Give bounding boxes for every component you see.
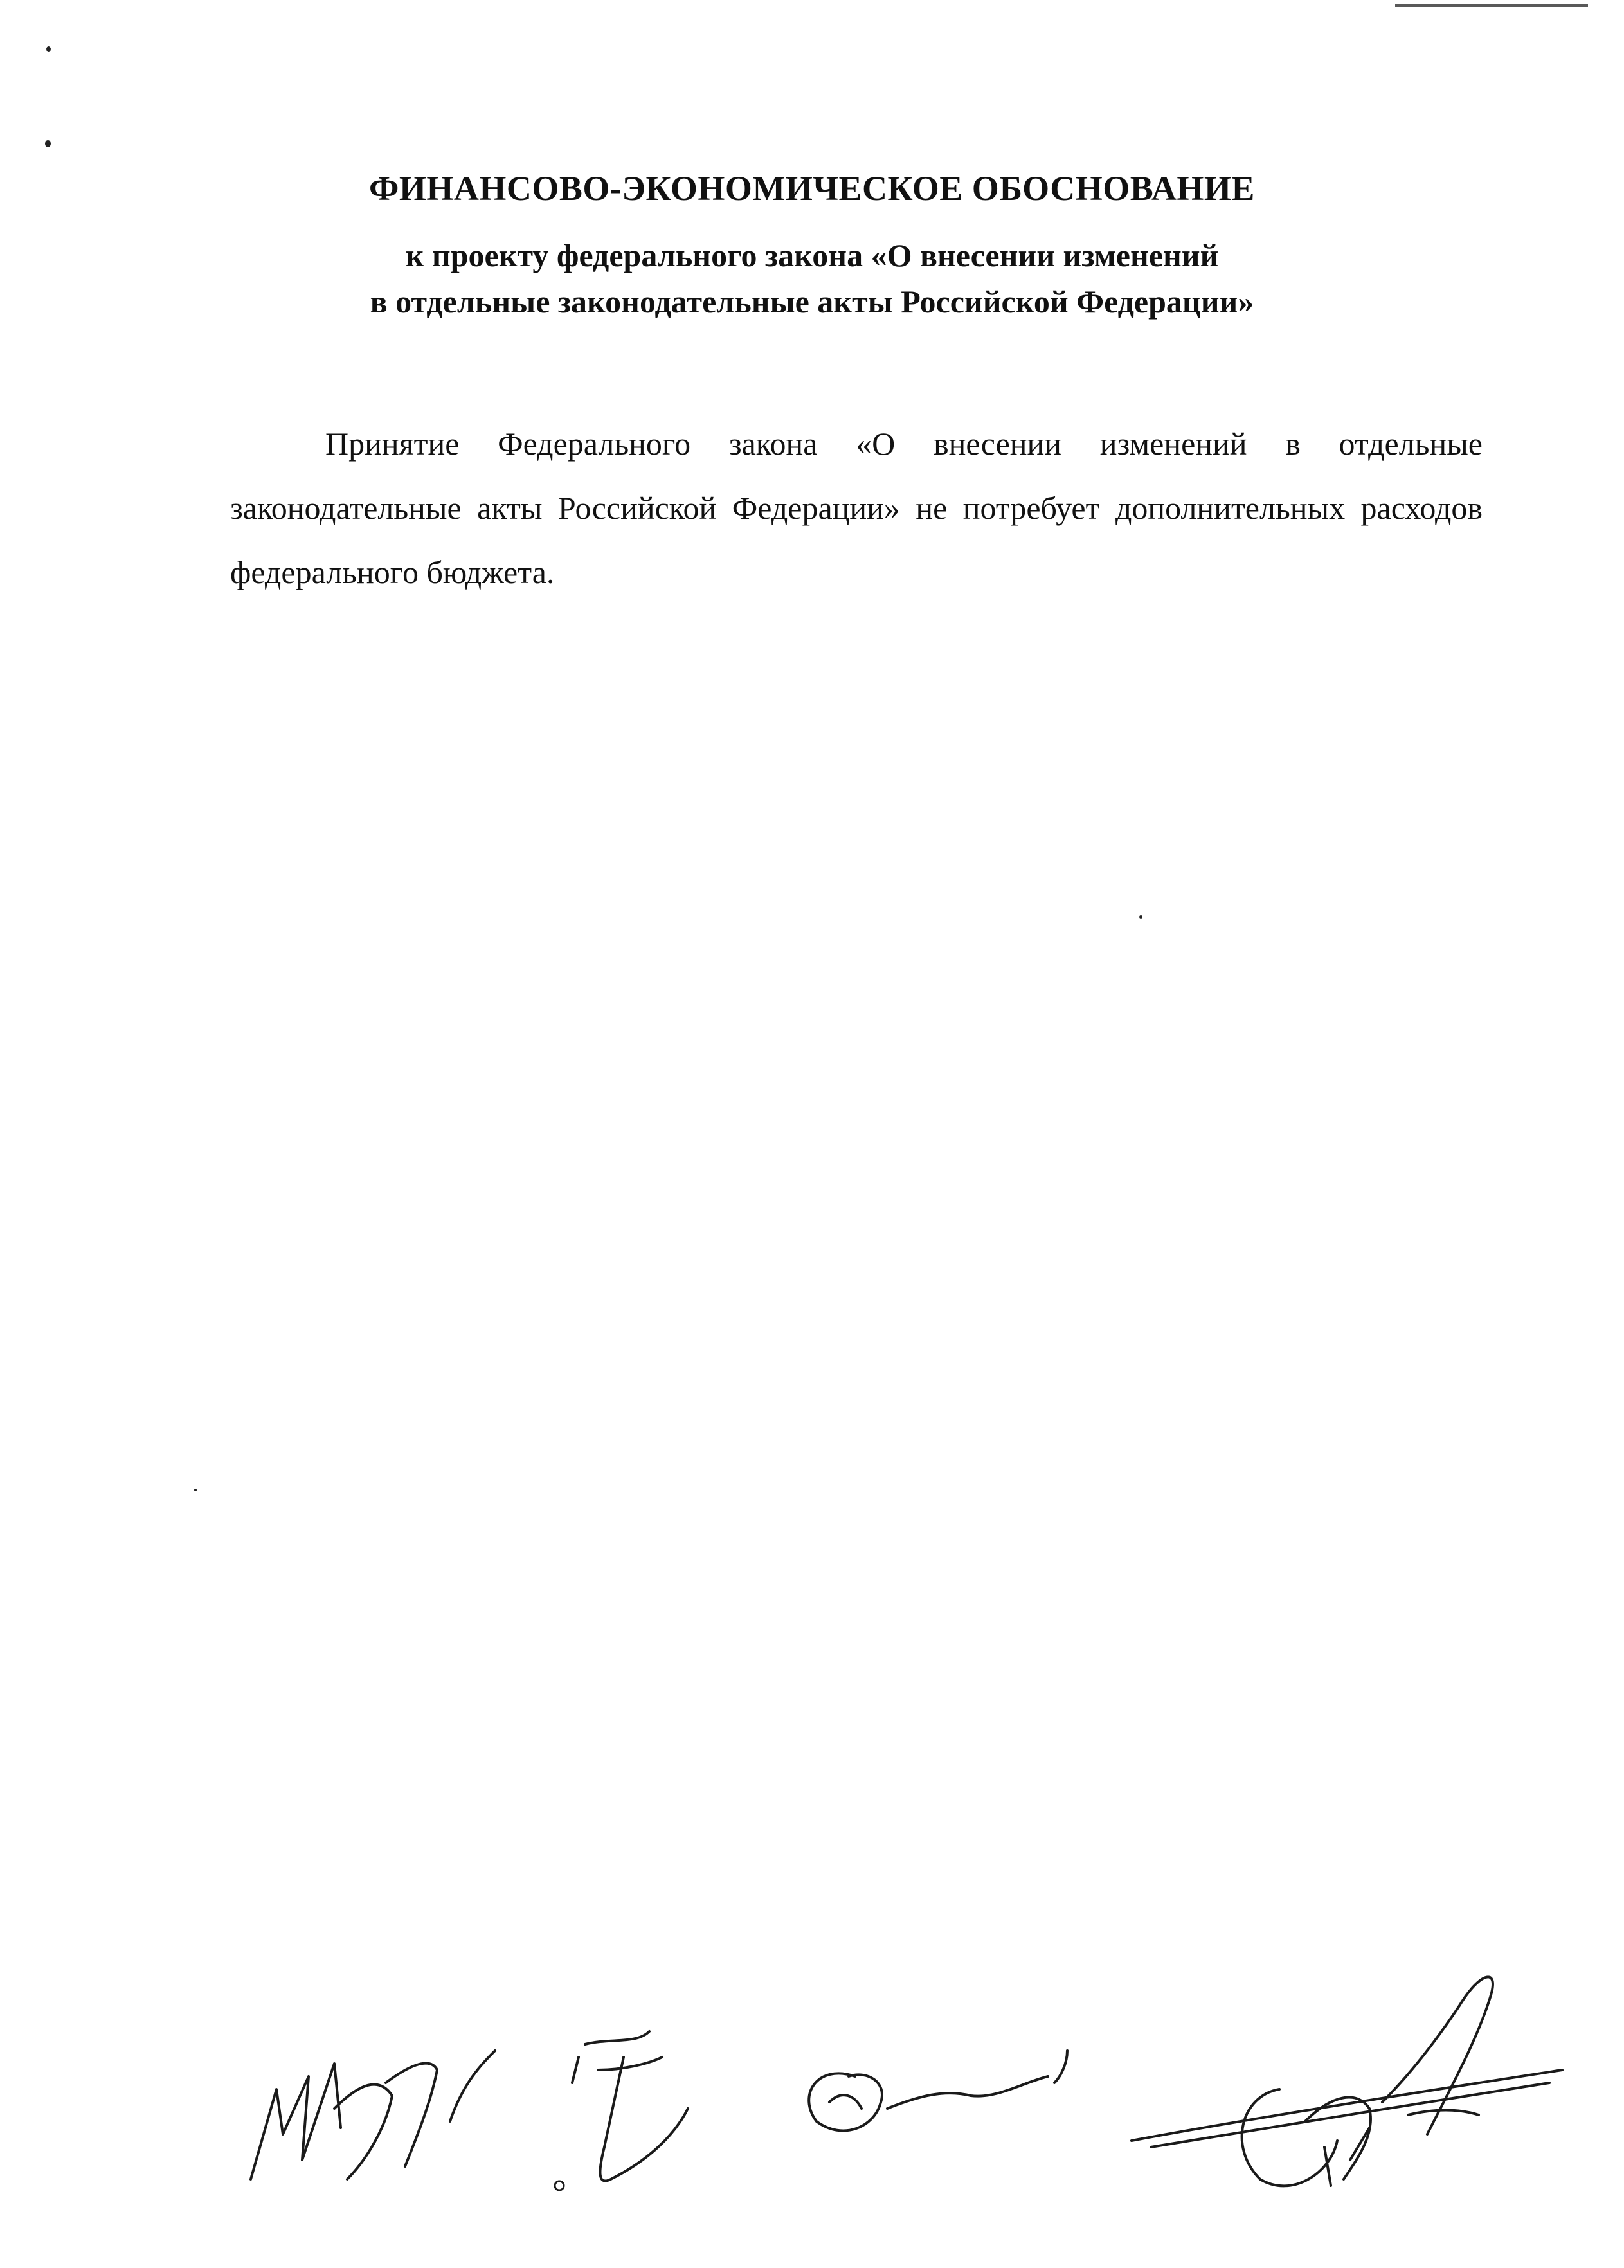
scan-artifact-line	[1395, 4, 1588, 7]
signature-5	[1242, 1977, 1493, 2186]
scan-speck	[194, 1489, 197, 1491]
signature-3	[809, 2051, 1067, 2130]
document-body-paragraph: Принятие Федерального закона «О внесении изменений в отдельные законодательные акты Российской Федерации» не потребует дополнительных расходов федерального бюджета.	[230, 426, 1483, 590]
signature-1	[251, 2064, 437, 2179]
signature-2	[572, 2031, 688, 2181]
signatures-block	[238, 1967, 1575, 2237]
signature-4	[1132, 2070, 1562, 2147]
scan-speck	[1139, 915, 1142, 919]
document-title: ФИНАНСОВО-ЭКОНОМИЧЕСКОЕ ОБОСНОВАНИЕ	[369, 169, 1255, 208]
document-subtitle-line-2: в отдельные законодательные акты Российской Федерации»	[370, 284, 1254, 320]
document-subtitle-line-1: к проекту федерального закона «О внесении изменений	[405, 237, 1219, 273]
scan-speck	[46, 46, 51, 52]
signature-1	[450, 2051, 495, 2121]
scan-speck	[45, 140, 51, 147]
